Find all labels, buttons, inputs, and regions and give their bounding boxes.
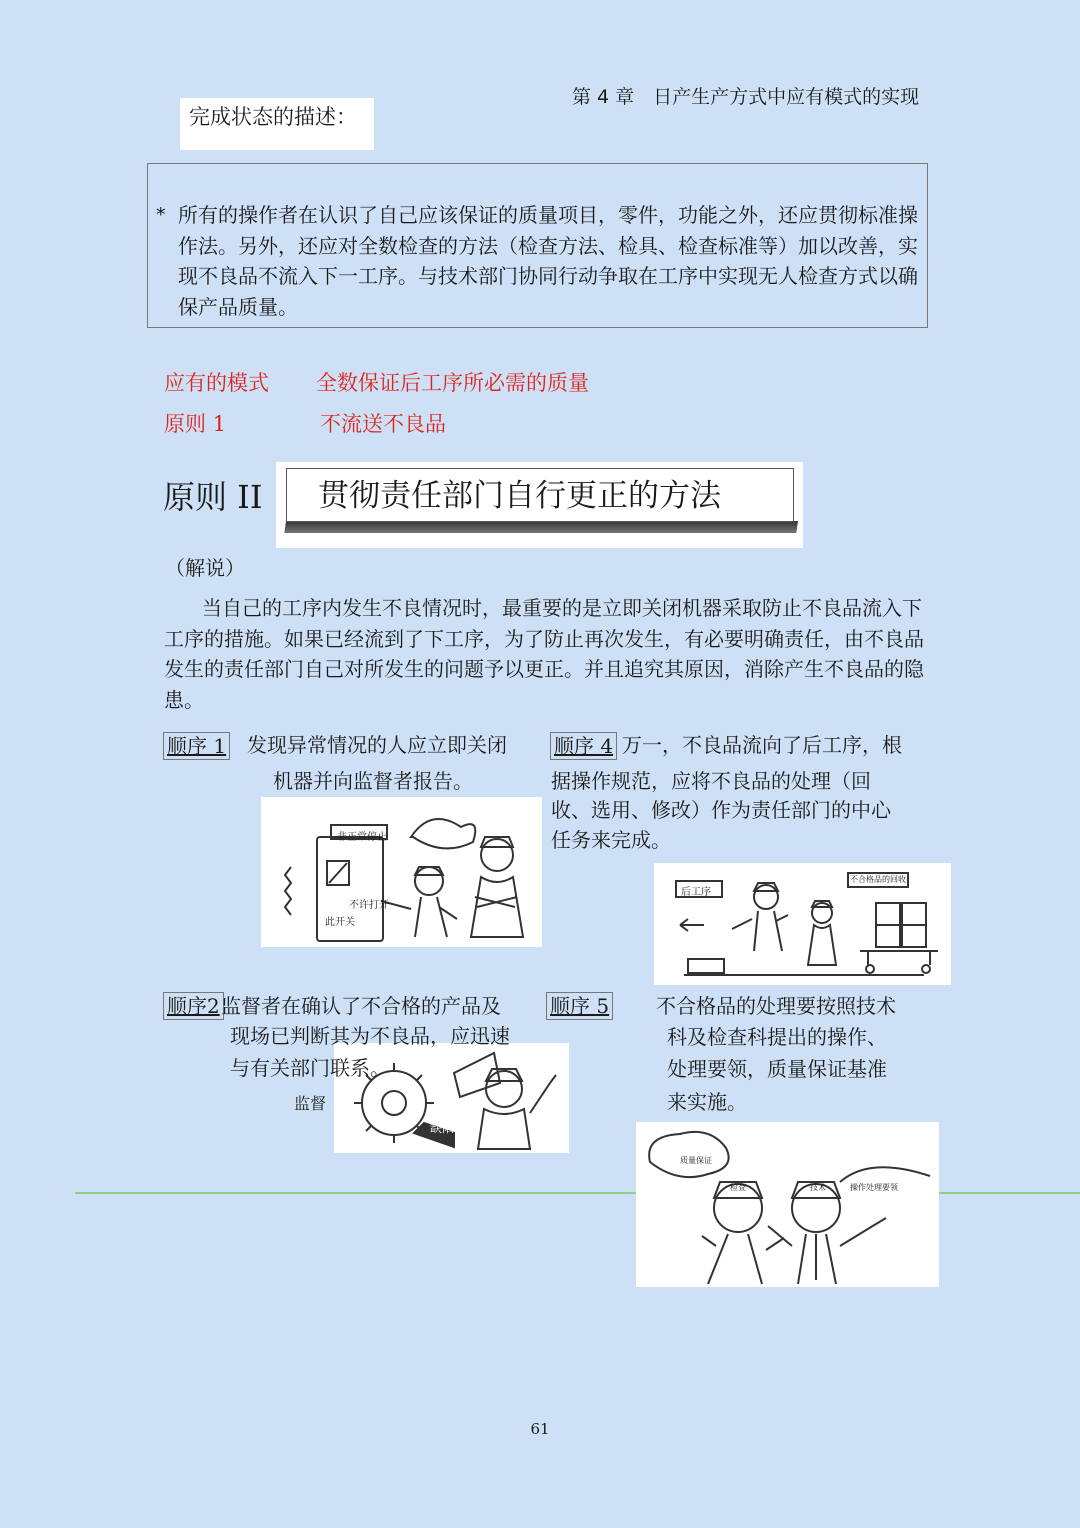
step1-line1: 发现异常情况的人应立即关闭 [247, 733, 507, 757]
bullet-star: * [156, 204, 166, 226]
illus2-label: 监督 [294, 1094, 327, 1113]
step2-tag: 顺序2 [163, 992, 224, 1020]
step2-line2: 现场已判断其为不良品，应迅速 [230, 1024, 510, 1048]
banner-shadow [284, 521, 798, 533]
description-text: 所有的操作者在认识了自己应该保证的质量项目，零件，功能之外，还应贯彻标准操作法。另外，还应对全数检查的方法（检查方法、检具、检查标准等）加以改善，实现不良品不流入下一工序。与技术部门协同行动争取在工序中实现无人检查方式以确保产品质量。 [178, 203, 918, 319]
step5-line4: 来实施。 [667, 1090, 747, 1114]
step5-line1: 不合格品的处理要按照技术 [656, 994, 896, 1018]
step5-line2: 科及检查科提出的操作、 [667, 1025, 887, 1049]
principle1-label: 原则 1 [164, 412, 227, 436]
step4-line4: 任务来完成。 [551, 828, 671, 852]
step1-tag: 顺序 1 [163, 732, 230, 760]
principle2-title: 贯彻责任部门自行更正的方法 [318, 478, 721, 514]
illus5-bubble: 质量保证 [680, 1156, 712, 1165]
status-label: 完成状态的描述： [180, 98, 374, 150]
chapter-header: 第 4 章 日产生产方式中应有模式的实现 [572, 86, 920, 108]
step1-line2: 机器并向监督者报告。 [273, 769, 473, 793]
explanation-text: 当自己的工序内发生不良情况时，最重要的是立即关闭机器采取防止不良品流入下工序的措施。如果已经流到了下工序，为了防止再次发生，有必要明确责任，由不良品发生的责任部门自己对所发生的问题予以更正。并且追究其原因，消除产生不良品的隐患。 [164, 596, 924, 712]
step4-line2: 据操作规范，应将不良品的处理（回 [551, 769, 871, 793]
illus2-tag: 缺陷 [430, 1121, 455, 1135]
illus1-label2: 此开关 [325, 917, 355, 928]
model-label: 应有的模式 [164, 371, 269, 395]
explanation-label: （解说） [165, 556, 245, 580]
illus5-hat2: 技术 [810, 1183, 826, 1192]
machine-stop-drawing [261, 797, 542, 947]
recall-drawing [654, 863, 951, 985]
illus4-sign2: 不合格品的回收 [850, 875, 906, 884]
illus1-sign: 非正常停止 [337, 832, 387, 843]
illus1-label: 不许打开 [349, 900, 389, 911]
quality-assurance-drawing [636, 1122, 939, 1287]
step2-line3: 与有关部门联系。 [230, 1056, 390, 1080]
illustration-recall [654, 863, 951, 985]
model-value: 全数保证后工序所必需的质量 [316, 371, 589, 395]
page-number: 61 [530, 1420, 550, 1438]
principle1-value: 不流送不良品 [320, 412, 446, 436]
principle2-label: 原则 II [163, 478, 263, 516]
step4-line3: 收、选用、修改）作为责任部门的中心 [551, 798, 891, 822]
step2-line1: 监督者在确认了不合格的产品及 [221, 994, 501, 1018]
illus5-label: 操作处理要领 [850, 1183, 898, 1192]
illus5-hat1: 检查 [730, 1183, 746, 1192]
step4-line1: 万一，不良品流向了后工序，根 [622, 733, 902, 757]
step5-tag: 顺序 5 [546, 992, 613, 1020]
illustration-machine-stop [261, 797, 542, 947]
illus4-sign: 后工序 [681, 887, 711, 898]
step5-line3: 处理要领，质量保证基准 [667, 1057, 887, 1081]
illustration-quality-assurance [636, 1122, 939, 1287]
step4-tag: 顺序 4 [550, 732, 617, 760]
